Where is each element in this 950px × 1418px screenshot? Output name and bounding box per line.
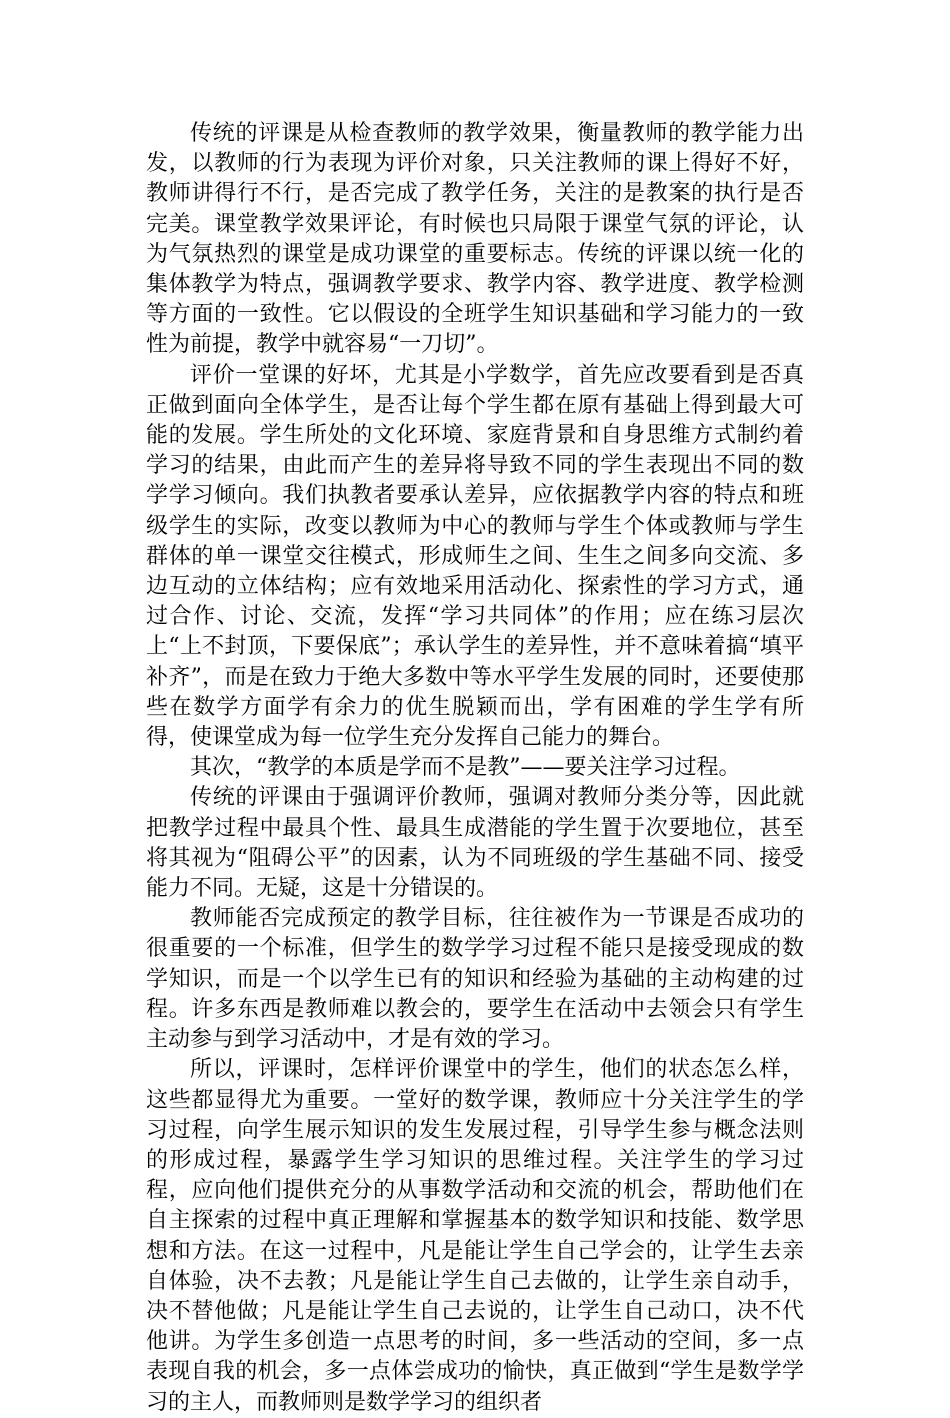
paragraph-6: 所以，评课时，怎样评价课堂中的学生，他们的状态怎么样，这些都显得尤为重要。一堂好的数学课，教师应十分关注学生的学习过程，向学生展示知识的发生发展过程，引导学生参与概念法则的形成过程，暴露学生学习知识的思维过程。关注学生的学习过程，应向他们提供充分的从事数学活动和交流的机会，帮助他们在自主探索的过程中真正理解和掌握基本的数学知识和技能、数学思想和方法。在这一过程中，凡是能让学生自己学会的，让学生去亲自体验，决不去教；凡是能让学生自己去做的，让学生亲自动手，决不替他做；凡是能让学生自己去说的，让学生自己动口，决不代他讲。为学生多创造一点思考的时间，多一些活动的空间，多一点表现自我的机会，多一点体尝成功的愉快，真正做到“学生是数学学习的主人，而教师则是数学学习的组织者 bbox=[146, 1057, 804, 1415]
paragraph-5: 教师能否完成预定的教学目标，往往被作为一节课是否成功的很重要的一个标准，但学生的数学学习过程不能只是接受现成的数学知识，而是一个以学生已有的知识和经验为基础的主动构建的过程。许多东西是教师难以教会的，要学生在活动中去领会只有学生主动参与到学习活动中，才是有效的学习。 bbox=[146, 906, 804, 1053]
paragraph-3: 其次，“教学的本质是学而不是教”——要关注学习过程。 bbox=[190, 755, 741, 781]
paragraph-2: 评价一堂课的好坏，尤其是小学数学，首先应改要看到是否真正做到面向全体学生，是否让每个学生都在原有基础上得到最大可能的发展。学生所处的文化环境、家庭背景和自身思维方式制约着学习的结果，由此而产生的差异将导致不同的学生表现出不同的数学学习倾向。我们执教者要承认差异，应依据教学内容的特点和班级学生的实际，改变以教师为中心的教师与学生个体或教师与学生群体的单一课堂交往模式，形成师生之间、生生之间多向交流、多边互动的立体结构；应有效地采用活动化、探索性的学习方式，通过合作、讨论、交流，发挥“学习共同体”的作用；应在练习层次上“上不封顶，下要保底”；承认学生的差异性，并不意味着搞“填平补齐”，而是在致力于绝大多数中等水平学生发展的同时，还要使那些在数学方面学有余力的优生脱颖而出，学有困难的学生学有所得，使课堂成为每一位学生充分发挥自己能力的舞台。 bbox=[146, 362, 804, 751]
paragraph-1: 传统的评课是从检查教师的教学效果，衡量教师的教学能力出发，以教师的行为表现为评价对象，只关注教师的课上得好不好，教师讲得行不行，是否完成了教学任务，关注的是教案的执行是否完美。课堂教学效果评论，有时候也只局限于课堂气氛的评论，认为气氛热烈的课堂是成功课堂的重要标志。传统的评课以统一化的集体教学为特点，强调教学要求、教学内容、教学进度、教学检测等方面的一致性。它以假设的全班学生知识基础和学习能力的一致性为前提，教学中就容易“一刀切”。 bbox=[146, 121, 804, 358]
paragraph-4: 传统的评课由于强调评价教师，强调对教师分类分等，因此就把教学过程中最具个性、最具生成潜能的学生置于次要地位，甚至将其视为“阻碍公平”的因素，认为不同班级的学生基础不同、接受能力不同。无疑，这是十分错误的。 bbox=[146, 785, 804, 902]
document-body bbox=[146, 119, 804, 1418]
